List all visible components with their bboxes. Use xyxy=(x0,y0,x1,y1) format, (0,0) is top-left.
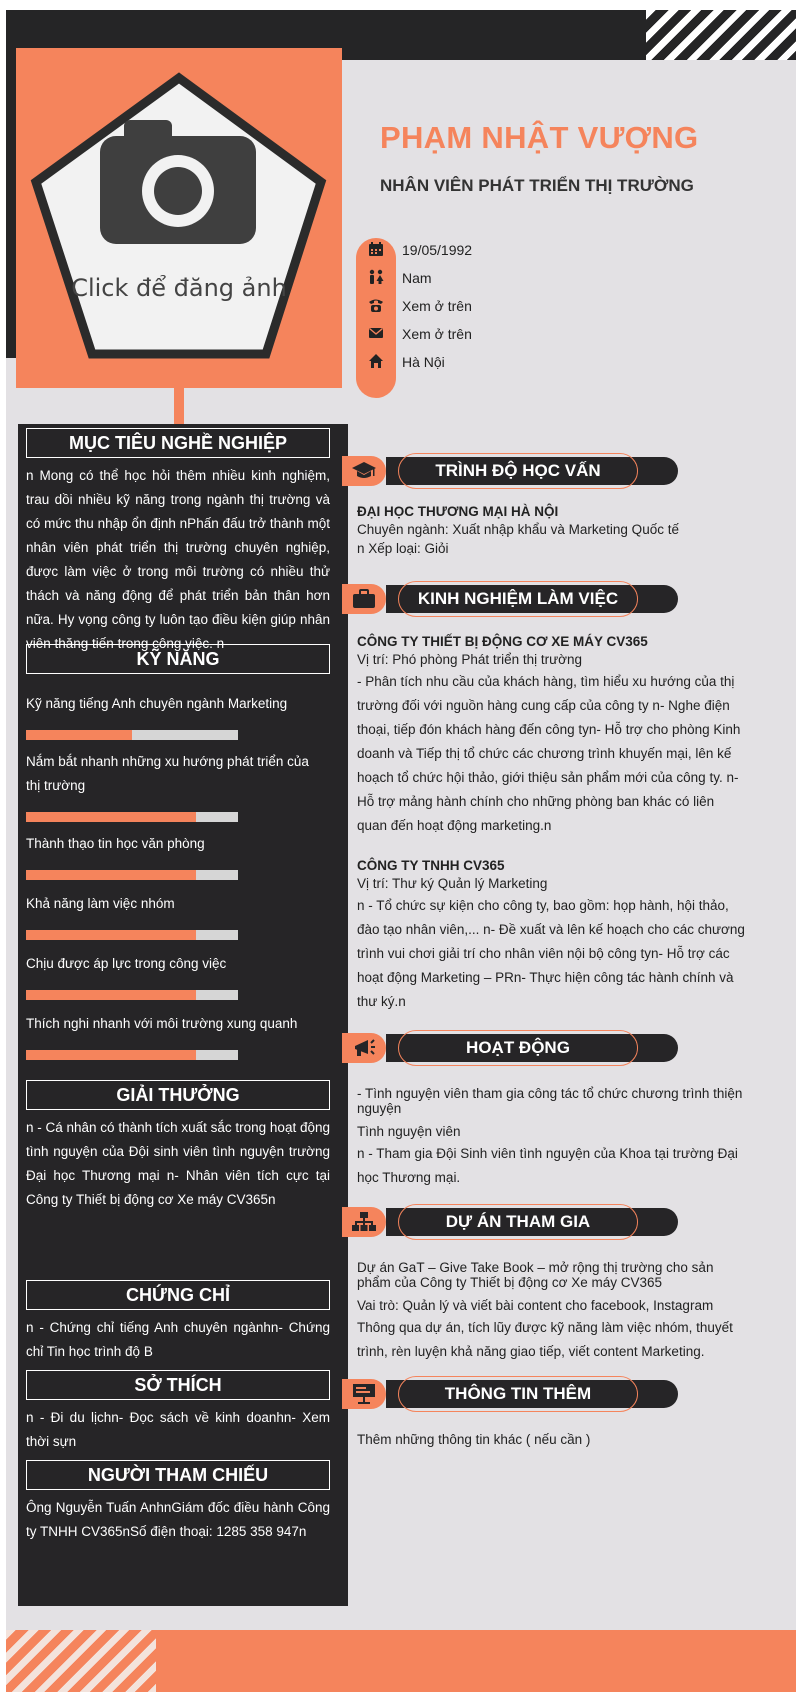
gender-icon xyxy=(363,267,389,287)
education-major: Chuyên ngành: Xuất nhập khẩu và Marketing Quốc tế xyxy=(357,522,679,537)
avatar-frame xyxy=(16,48,342,388)
email-icon xyxy=(363,323,389,343)
education-grade: n Xếp loại: Giỏi xyxy=(357,541,449,556)
presentation-icon xyxy=(342,1379,386,1409)
activities-title: HOẠT ĐỘNG xyxy=(466,1038,570,1057)
sidebar xyxy=(18,424,348,1606)
activity-line: - Tình nguyện viên tham gia công tác tổ chức chương trình thiện nguyện xyxy=(357,1086,743,1116)
top-stripes xyxy=(646,10,796,60)
projects-title: DỰ ÁN THAM GIA xyxy=(445,1212,591,1231)
references-title: NGƯỜI THAM CHIẾU xyxy=(26,1460,330,1490)
contact-icon-pill xyxy=(356,238,396,398)
job-position: Vị trí: Thư ký Quản lý Marketing xyxy=(357,876,548,891)
references-text: Ông Nguyễn Tuấn AnhnGiám đốc điều hành Công ty TNHH CV365nSố điện thoại: 1285 358 947n xyxy=(26,1500,330,1539)
camera-icon xyxy=(100,120,256,244)
photo-upload-label: Click để đăng ảnh xyxy=(71,274,287,302)
education-title: TRÌNH ĐỘ HỌC VẤN xyxy=(435,461,601,480)
awards-title: GIẢI THƯỞNG xyxy=(26,1080,330,1110)
contact-email: Xem ở trên xyxy=(402,326,472,342)
company-name: CÔNG TY TNHH CV365 xyxy=(357,858,505,873)
contact-gender: Nam xyxy=(402,270,432,286)
additional-title: THÔNG TIN THÊM xyxy=(444,1384,592,1403)
skill-bar xyxy=(26,930,238,940)
phone-icon xyxy=(363,295,389,315)
certificates-text: n - Chứng chỉ tiếng Anh chuyên ngànhn- Chứng chỉ Tin học trình độ B xyxy=(26,1320,330,1359)
contact-birthday: 19/05/1992 xyxy=(402,242,473,258)
full-name: PHẠM NHẬT VƯỢNG xyxy=(380,120,699,155)
career-goal-title: MỤC TIÊU NGHỀ NGHIỆP xyxy=(26,428,330,458)
skill-label: Kỹ năng tiếng Anh chuyên ngành Marketing xyxy=(26,696,288,711)
skill-bar xyxy=(26,812,238,822)
contact-address: Hà Nội xyxy=(402,354,445,370)
company-name: CÔNG TY THIẾT BỊ ĐỘNG CƠ XE MÁY CV365 xyxy=(357,634,648,649)
skill-label: Thích nghi nhanh với môi trường xung quanh xyxy=(26,1016,298,1031)
activity-line: n - Tham gia Đội Sinh viên tình nguyện của Khoa tại trường Đại học Thương mại. xyxy=(357,1146,738,1185)
hobbies-text: n - Đi du lịchn- Đọc sách về kinh doanhn- Xem thời sựn xyxy=(26,1410,330,1449)
megaphone-icon xyxy=(342,1033,386,1063)
hobbies-title: SỞ THÍCH xyxy=(26,1370,330,1400)
project-name: Dự án GaT – Give Take Book – mở rộng thị trường cho sản phẩm của Công ty Thiết bị động cơ Xe máy CV365 xyxy=(357,1260,714,1290)
calendar-icon xyxy=(363,239,389,259)
skill-label: Thành thạo tin học văn phòng xyxy=(26,836,205,851)
job-title: NHÂN VIÊN PHÁT TRIỂN THỊ TRƯỜNG xyxy=(380,176,694,195)
skill-bar xyxy=(26,730,238,740)
project-result: Thông qua dự án, tích lũy được kỹ năng làm việc nhóm, thuyết trình, rèn luyện khả năng giao tiếp, viết content Marketing. xyxy=(357,1320,733,1359)
briefcase-icon xyxy=(342,584,386,614)
job-description: n - Tổ chức sự kiện cho công ty, bao gồm: họp hành, hội thảo, đào tạo nhân viên,... n- Đề xuất và lên kế hoạch cho các chương trình vui chơi giải trí cho nhân viên nội bộ công tyn- Hỗ trợ các hoạt động Marketing – PRn- Thực hiện công tác hành chính và thư ký.n xyxy=(357,898,745,1009)
avatar-upload[interactable] xyxy=(16,48,342,388)
job-description: - Phân tích nhu cầu của khách hàng, tìm hiểu xu hướng của thị trường đối với nguồn hàng cung cấp của công ty n- Nghe điện thoại, tiếp đón khách hàng đến công tyn- Hỗ trợ cho phòng Kinh doanh và Tiếp thị tổ chức các chương trình khuyến mại, lên kế hoạch tổ chức hội thảo, giới thiệu sản phẩm mới của công ty. n- Hỗ trợ mảng hành chính cho những phòng ban khác có liên quan đến hoạt động marketing.n xyxy=(357,674,741,833)
additional-text: Thêm những thông tin khác ( nếu cần ) xyxy=(357,1432,591,1447)
career-goal-text: n Mong có thể học hỏi thêm nhiều kinh nghiệm, trau dồi nhiều kỹ năng trong ngành thị trường và có mức thu nhập ổn định nPhấn đấu trở thành một nhân viên phát triển thị trường chuyên nghiệp, được làm việc ở trong môi trường có nhiều thử thách và năng động để phát triển bản thân hơn nữa. Hy vọng công ty luôn tạo điều kiện giúp nhân viên thăng tiến trong công việc. n xyxy=(26,468,330,651)
skill-bar xyxy=(26,990,238,1000)
skill-label: Chịu được áp lực trong công việc xyxy=(26,956,227,971)
contact-phone: Xem ở trên xyxy=(402,298,472,314)
sitemap-icon xyxy=(342,1207,386,1237)
school-name: ĐẠI HỌC THƯƠNG MẠI HÀ NỘI xyxy=(357,504,559,519)
home-icon xyxy=(363,351,389,371)
skill-label: Nắm bắt nhanh những xu hướng phát triển của thị trường xyxy=(26,754,309,793)
job-position: Vị trí: Phó phòng Phát triển thị trường xyxy=(357,652,583,667)
skill-bar xyxy=(26,870,238,880)
certificates-title: CHỨNG CHỈ xyxy=(26,1280,330,1310)
skill-label: Khả năng làm việc nhóm xyxy=(26,896,175,911)
awards-text: n - Cá nhân có thành tích xuất sắc trong hoạt động tình nguyện của Đội sinh viên tình nguyện trường Đại học Thương mại n- Nhân viên tích cực tại Công ty Thiết bị động cơ Xe máy CV365n xyxy=(26,1120,330,1207)
skills-title: KỸ NĂNG xyxy=(26,644,330,674)
graduation-cap-icon xyxy=(342,456,386,486)
experience-title: KINH NGHIỆM LÀM VIỆC xyxy=(417,589,619,608)
bottom-stripes xyxy=(6,1630,156,1692)
project-role: Vai trò: Quản lý và viết bài content cho facebook, Instagram xyxy=(357,1298,714,1313)
skill-bar xyxy=(26,1050,238,1060)
cv-page xyxy=(6,10,796,1692)
activity-line: Tình nguyện viên xyxy=(357,1124,461,1139)
